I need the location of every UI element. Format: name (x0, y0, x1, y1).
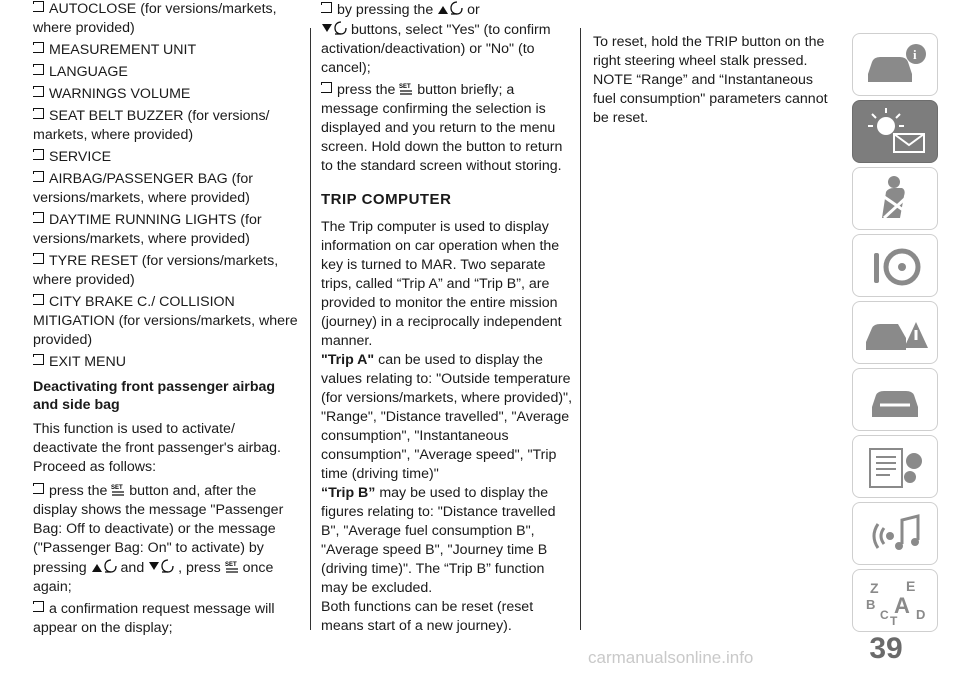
menu-item-bullet: EXIT MENU (33, 353, 301, 372)
tab-car-info[interactable] (852, 33, 938, 96)
bullet-box-icon (33, 601, 44, 612)
step-paragraph: a confirmation request message will appear on the display; (33, 601, 275, 636)
menu-item-bullet: DAYTIME RUNNING LIGHTS (for versions/markets, where provided) (33, 212, 262, 247)
step-paragraph: by pressing the or buttons, select "Yes" (to confirm activation/deactivation) or "No" (to cancel); (321, 2, 551, 76)
tab-warning-lights[interactable] (852, 100, 938, 163)
menu-item-bullet: TYRE RESET (for versions/markets, where provided) (33, 253, 279, 288)
svg-text:SET: SET (111, 485, 123, 491)
trip-b-paragraph: “Trip B” may be used to display the figures relating to: "Distance travelled B", "Average fuel consumption B", "Average speed B", "Journey time B (driving time)". The “Trip B” function may be excluded. (321, 485, 556, 596)
menu-item-bullet: LANGUAGE (33, 63, 301, 82)
menu-item-bullet: SEAT BELT BUZZER (for versions/ markets, where provided) (33, 108, 270, 143)
tab-technical-data[interactable] (852, 435, 938, 498)
menu-item-bullet: MEASUREMENT UNIT (33, 41, 301, 60)
bullet-box-icon (321, 2, 332, 13)
svg-text:D: D (916, 606, 926, 622)
set-button-icon (399, 82, 413, 96)
up-button-icon (91, 558, 117, 574)
section-heading: TRIP COMPUTER (321, 191, 452, 208)
maintenance-icon (860, 375, 930, 425)
column-right (593, 33, 838, 128)
trip-a-paragraph: "Trip A" can be used to display the values relating to: "Outside temperature (for versions/markets, where provided)", "Range", "Distance travelled", "Average consumption", "Instantaneous consumption", "Average speed", "Trip time (driving time)" (321, 352, 573, 482)
column-left (33, 0, 301, 641)
trip-b-label: “Trip B” (321, 485, 376, 501)
svg-text:SET: SET (224, 562, 237, 568)
svg-text:T: T (890, 613, 898, 627)
tab-maintenance[interactable] (852, 368, 938, 431)
reset-info: To reset, hold the TRIP button on the right steering wheel stalk pressed. (593, 34, 825, 69)
menu-item-bullet: CITY BRAKE C./ COLLISION MITIGATION (for versions/markets, where provided) (33, 294, 298, 348)
starting-driving-icon (860, 241, 930, 291)
svg-text:B: B (866, 596, 876, 612)
tab-safety[interactable] (852, 167, 938, 230)
index-icon (860, 575, 930, 627)
bullet-box-icon (33, 42, 44, 53)
emergency-icon (860, 308, 930, 358)
car-info-icon (860, 40, 930, 90)
bullet-box-icon (33, 354, 44, 365)
bullet-box-icon (33, 86, 44, 97)
tab-multimedia[interactable] (852, 502, 938, 565)
menu-item-bullet: SERVICE (33, 148, 301, 167)
down-button-icon (148, 558, 174, 574)
bullet-box-icon (33, 108, 44, 119)
step-paragraph: press the SET button and, after the display shows the message "Passenger Bag: Off to deactivate) or the message ("Passenger Bag: On" to activate) by pressing and , press SET once again; (33, 483, 284, 595)
chapter-tabs (852, 33, 938, 636)
watermark: carmanualsonline.info (588, 648, 754, 667)
step-paragraph: press the SET button briefly; a message confirming the selection is displayed and you return to the menu screen. Hold down the button to return to the standard screen without storing. (321, 82, 563, 174)
menu-item-bullet: WARNINGS VOLUME (33, 85, 301, 104)
svg-text:C: C (880, 607, 889, 622)
menu-item-bullet: AUTOCLOSE (for versions/markets, where provided) (33, 1, 277, 36)
bullet-box-icon (33, 149, 44, 160)
airbag-heading: Deactivating front passenger airbag and side bag (33, 379, 276, 413)
bullet-box-icon (33, 64, 44, 75)
set-button-icon (111, 483, 125, 497)
svg-text:i: i (913, 46, 917, 62)
note-paragraph: NOTE “Range” and “Instantaneous fuel consumption" parameters cannot be reset. (593, 72, 828, 126)
tab-starting-driving[interactable] (852, 234, 938, 297)
bullet-box-icon (33, 253, 44, 264)
column-middle (321, 0, 573, 636)
svg-text:E: E (906, 577, 916, 594)
airbag-intro: This function is used to activate/ deactivate the front passenger's airbag. Proceed as follows: (33, 421, 281, 475)
set-button-icon (225, 560, 239, 574)
bullet-box-icon (33, 1, 44, 12)
down-button-icon (321, 20, 347, 36)
reset-paragraph: Both functions can be reset (reset means start of a new journey). (321, 599, 534, 634)
page-number: 39 (869, 632, 903, 665)
column-divider (580, 28, 581, 630)
warning-lights-icon (860, 106, 930, 158)
tab-emergency[interactable] (852, 301, 938, 364)
up-button-icon (437, 0, 463, 16)
trip-a-label: "Trip A" (321, 352, 375, 368)
bullet-box-icon (33, 212, 44, 223)
trip-intro: The Trip computer is used to display information on car operation when the key is turned to MAR. Two separate trips, called “Trip A” and “Trip B”, are provided to monitor the entire mission (journey) in a reciprocally independent manner. (321, 219, 562, 349)
svg-text:A: A (894, 592, 910, 618)
multimedia-icon (860, 508, 930, 560)
technical-data-icon (860, 441, 930, 493)
bullet-box-icon (33, 483, 44, 494)
bullet-box-icon (321, 82, 332, 93)
seat-safety-icon (860, 174, 930, 224)
menu-item-bullet: AIRBAG/PASSENGER BAG (for versions/markets, where provided) (33, 171, 253, 206)
svg-text:Z: Z (870, 579, 879, 596)
bullet-box-icon (33, 171, 44, 182)
bullet-box-icon (33, 294, 44, 305)
svg-text:SET: SET (399, 84, 411, 90)
column-divider (310, 28, 311, 630)
tab-index[interactable] (852, 569, 938, 632)
